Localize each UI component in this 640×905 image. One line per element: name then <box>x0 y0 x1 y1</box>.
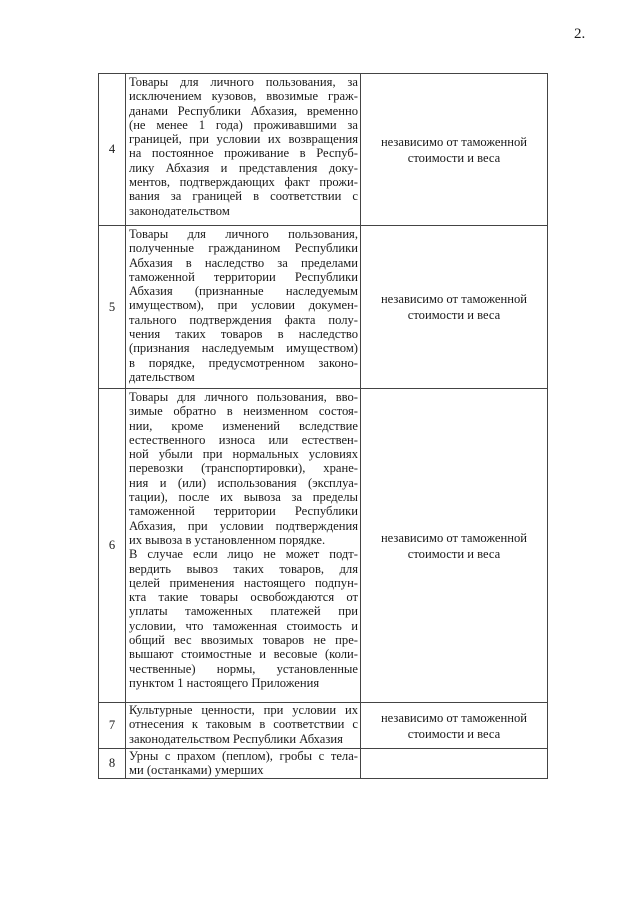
description-line: ми (останками) умерших <box>129 763 264 778</box>
description-line: условии, что таможенная стоимость и <box>129 618 358 633</box>
description-line: полученные гражданином Республики <box>129 241 358 256</box>
description-line: кта такие товары освобождаются от <box>129 590 358 605</box>
exemption-condition <box>361 703 548 749</box>
goods-description <box>126 749 361 779</box>
goods-description <box>126 703 361 749</box>
description-line: общий вес ввозимых товаров не пре- <box>129 633 358 648</box>
description-line: лику Абхазия и представления доку- <box>129 160 358 175</box>
description-line: на постоянное проживание в Респуб- <box>129 146 358 161</box>
description-line: тации), после их вывоза за пределы <box>129 490 358 505</box>
condition-line: стоимости и веса <box>407 308 501 322</box>
description-line: в порядке, предусмотренном законо- <box>129 355 358 370</box>
description-line: Абхазия, при условии подтверждения <box>129 518 358 533</box>
condition-line: стоимости и веса <box>407 726 501 741</box>
row-number: 6 <box>99 389 126 703</box>
description-line: уплаты таможенных платежей при <box>129 604 358 619</box>
goods-description <box>126 74 361 226</box>
description-line: границей, при условии их возвращения <box>129 132 358 147</box>
description-line: таможенной территории Республики <box>129 504 358 519</box>
condition-line: независимо от таможенной <box>380 530 528 545</box>
condition-line: стоимости и веса <box>407 546 501 561</box>
condition-line: независимо от таможенной <box>380 134 528 149</box>
description-line: имуществом), при условии докумен- <box>129 298 358 313</box>
description-line: естественного износа или естествен- <box>129 432 358 447</box>
description-line: исключением кузовов, ввозимые граж- <box>129 89 358 104</box>
description-line: законодательством Республики Абхазия <box>129 731 343 746</box>
description-line: зимые обратно в неизменном состоя- <box>129 404 358 419</box>
description-line: целей применения настоящего подпун- <box>129 575 358 590</box>
table-row <box>99 226 548 389</box>
customs-exemption-table <box>98 73 548 779</box>
description-line: Товары для личного пользования, за <box>129 75 358 89</box>
description-line: вердить вывоз таких товаров, для <box>129 561 358 576</box>
description-line: перевозки (транспортировки), хране- <box>129 461 358 476</box>
description-line: их вывоза в установленном порядке. <box>129 532 326 547</box>
description-line: отнесения к таковым в соответствии с <box>129 717 358 732</box>
description-line: Урны с прахом (пеплом), гробы с тела- <box>129 749 358 763</box>
description-line: (признания наследуемым имуществом) <box>129 341 358 356</box>
description-line: (не менее 1 года) проживавшими за <box>129 117 358 132</box>
description-line: чественные) нормы, установленные <box>129 661 358 676</box>
description-line: ной убыли при нормальных условиях <box>129 447 358 462</box>
page-number: 2. <box>574 26 586 42</box>
exemption-condition <box>361 74 548 226</box>
table-row <box>99 74 548 226</box>
description-line: законодательством <box>129 203 230 218</box>
exemption-condition <box>361 226 548 389</box>
description-line: пунктом 1 настоящего Приложения <box>129 675 320 690</box>
table-row <box>99 389 548 703</box>
exemption-condition <box>361 749 548 779</box>
description-line: таможенной территории Республики <box>129 269 358 284</box>
table-row <box>99 749 548 779</box>
description-line: Абхазия в наследство за пределами <box>129 255 358 270</box>
condition-line: независимо от таможенной <box>380 710 528 725</box>
goods-description <box>126 226 361 389</box>
description-line: тального подтверждения факта полу- <box>129 312 358 327</box>
row-number: 5 <box>99 226 126 389</box>
description-line: Товары для личного пользования, вво- <box>129 390 358 404</box>
description-line: вания за границей в соответствии с <box>129 189 358 204</box>
condition-line: стоимости и веса <box>407 150 501 165</box>
description-line: Товары для личного пользования, <box>129 227 358 241</box>
description-line: В случае если лицо не может подт- <box>129 547 358 562</box>
description-line: Культурные ценности, при условии их <box>129 703 358 717</box>
description-line: чения таких товаров в наследство <box>129 327 358 342</box>
condition-line: независимо от таможенной <box>380 292 528 306</box>
description-line: нии, кроме изменений вследствие <box>129 418 358 433</box>
row-number: 4 <box>99 74 126 226</box>
row-number: 7 <box>99 703 126 749</box>
description-line: дательством <box>129 369 195 384</box>
description-line: вышают стоимостные и весовые (коли- <box>129 647 358 662</box>
row-number: 8 <box>99 749 126 779</box>
table-row <box>99 703 548 749</box>
exemption-condition <box>361 389 548 703</box>
description-line: ния и (или) использования (эксплуа- <box>129 475 358 490</box>
description-line: данами Республики Абхазия, временно <box>129 103 358 118</box>
description-line: Абхазия (признанные наследуемым <box>129 284 358 299</box>
description-line: ментов, подтверждающих факт прожи- <box>129 175 358 190</box>
goods-description <box>126 389 361 703</box>
